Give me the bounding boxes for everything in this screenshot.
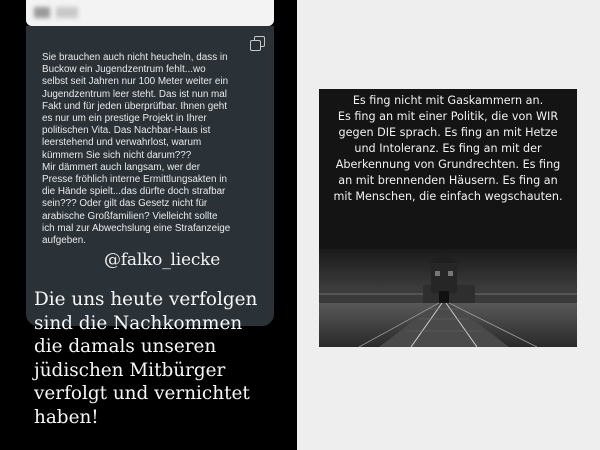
copy-icon[interactable] [250, 36, 264, 50]
poster-text: Es fing nicht mit Gaskammern an. Es fing an mit einer Politik, die von WIR gegen DIE sprach. Es fing an mit Hetze und Intoleranz. Es fing an mit der Aberkennung von Grundrechten. Es fing an mit brennenden Häusern. Es fing an mit Menschen, die einfach wegschauten. [333, 94, 563, 203]
blurred-username [56, 7, 78, 18]
message-text: Sie brauchen auch nicht heucheln, dass in Buckow ein Jugendzentrum fehlt...wo selbst seit Jahren nur 100 Meter weiter ein Jugendzentrum leer steht. Das ist nun mal Fakt und für jeden überprüfbar. Ihnen geht es nur um ein prestige Projekt in Ihrer politischen Vita. Das Nachbar-Haus ist leerstehend und verwahrlost, warum kümmern Sie sich nicht darum??? Mir dämmert auch langsam, wer der Presse fröhlich interne Ermittlungsakten in die Hände spielt...das dürfte doch strafbar sein??? Oder gilt das Gesetz nicht für arabische Großfamilien? Vielleicht sollte ich mal zur Abwechslung eine Strafanzeige aufgeben. [42, 52, 231, 247]
memorial-poster [319, 89, 577, 347]
blurred-header [26, 0, 274, 26]
railway-gate-photo [319, 249, 577, 347]
story-caption: Die uns heute verfolgen sind die Nachkommen die damals unseren jüdischen Mitbürger verfolgt und vernichtet haben! [34, 289, 258, 428]
mention-handle[interactable]: @falko_liecke [104, 250, 221, 270]
quoted-message-card [26, 26, 274, 326]
blurred-avatar [34, 7, 50, 18]
left-story-panel [0, 0, 297, 450]
